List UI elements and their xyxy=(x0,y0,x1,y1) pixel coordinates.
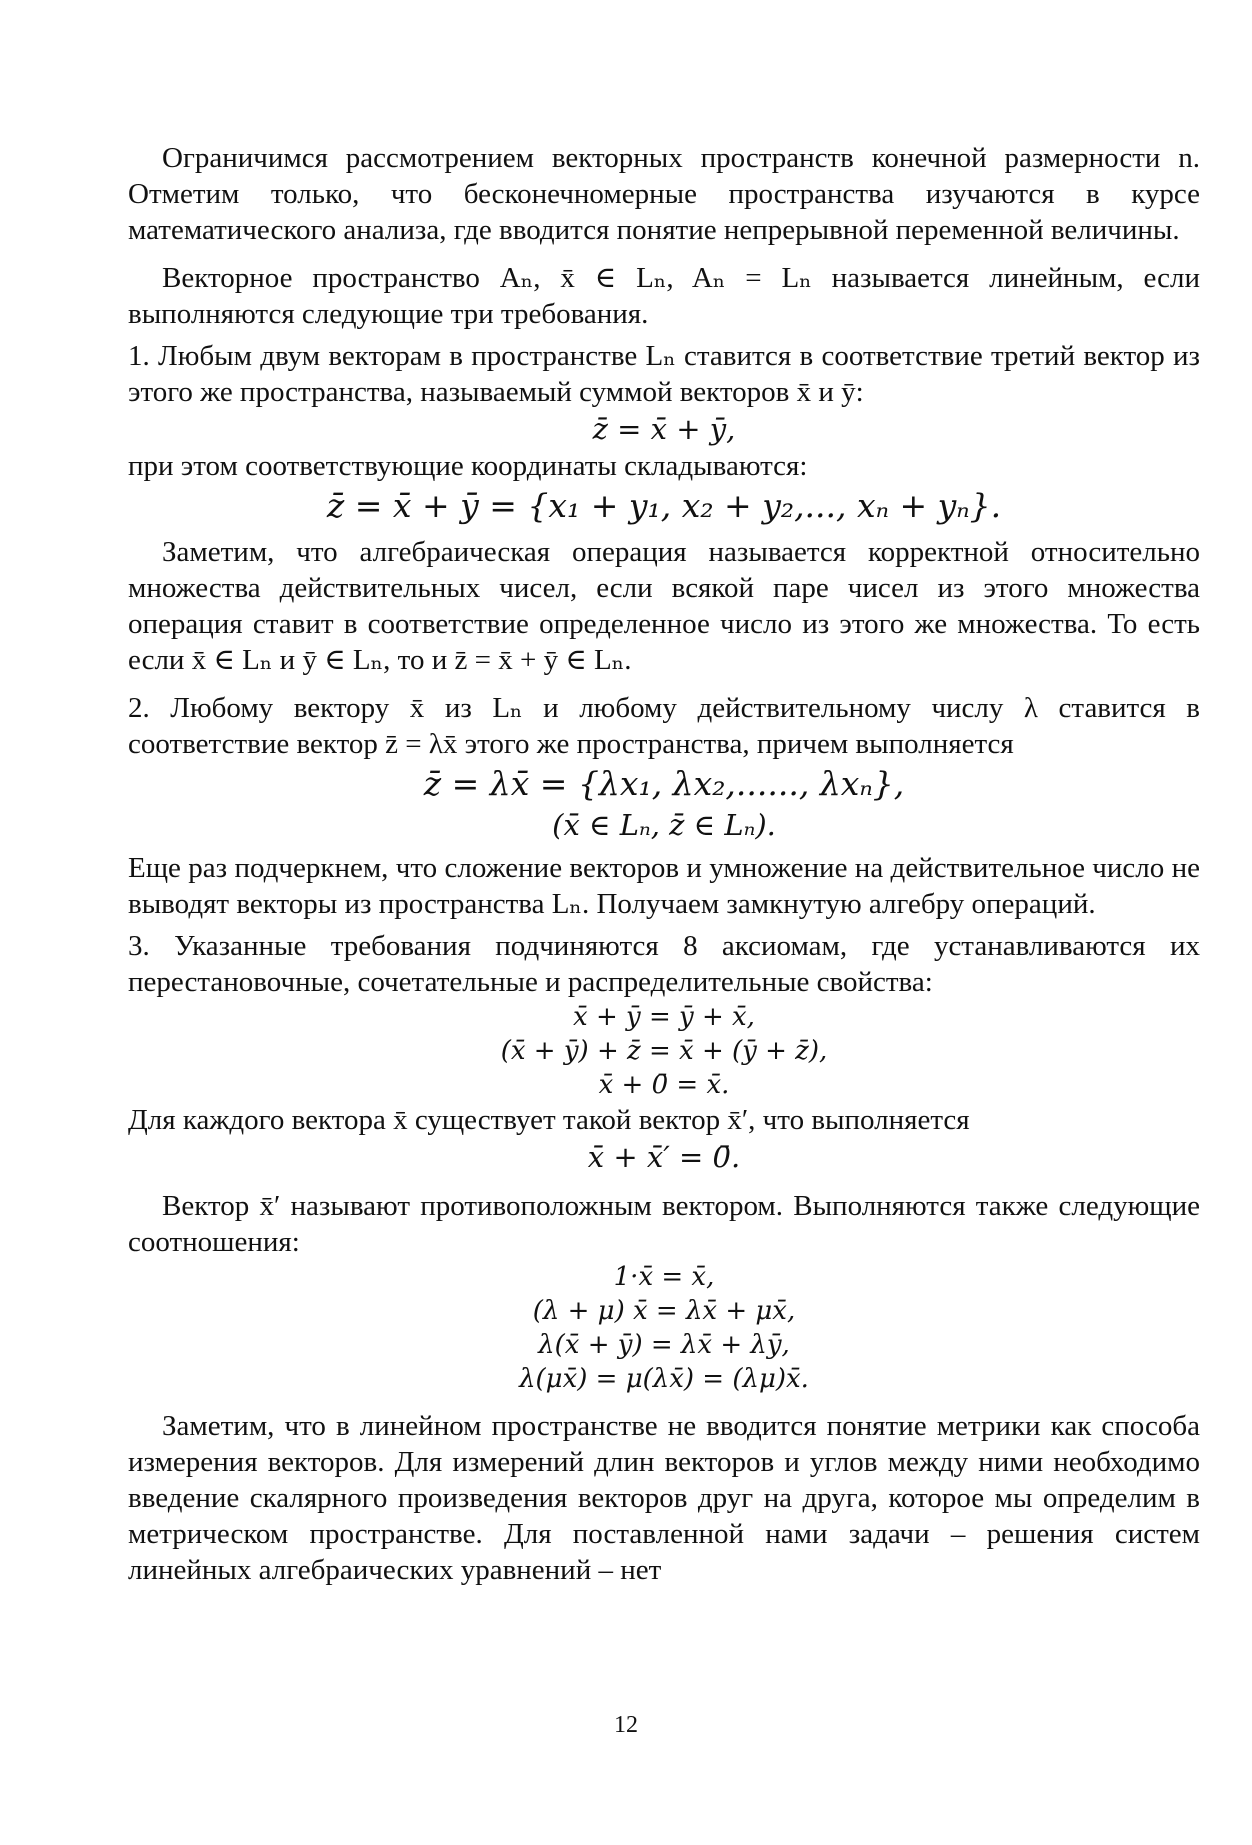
paragraph-relations: Вектор x̄′ называют противоположным вектором. Выполняются также следующие соотношения: xyxy=(128,1190,1200,1258)
paragraph-requirement-2: 2. Любому вектору x̄ из Lₙ и любому действительному числу λ ставится в соответствие вектор z̄ = λx̄ этого же пространства, причем выполняется xyxy=(128,692,1200,760)
formula-opposite-sum: x̄ + x̄′ = 0̄. xyxy=(587,1140,741,1174)
formula-sum: z̄ = x̄ + ȳ, xyxy=(592,412,736,446)
paragraph-requirement-3: 3. Указанные требования подчиняются 8 аксиомам, где устанавливаются их перестановочные, сочетательные и распределительные свойства: xyxy=(128,930,1200,998)
paragraph-coordinates: при этом соответствующие координаты складываются: xyxy=(128,450,808,482)
formula-unit-multiplication: 1·x̄ = x̄, xyxy=(613,1262,715,1292)
formula-distributivity-vectors: λ(x̄ + ȳ) = λx̄ + λȳ, xyxy=(538,1330,790,1360)
paragraph-definition: Векторное пространство Aₙ, x̄ ∈ Lₙ, Aₙ = Lₙ называется линейным, если выполняются следующие три требования. xyxy=(128,262,1200,330)
paragraph-closure: Еще раз подчеркнем, что сложение векторов и умножение на действительное число не выводят векторы из пространства Lₙ. Получаем замкнутую алгебру операций. xyxy=(128,852,1200,920)
page-body xyxy=(128,140,1200,1588)
formula-scalar-multiplication: z̄ = λx̄ = {λx₁, λx₂,......, λxₙ}, xyxy=(423,764,905,803)
formula-sum-coordinates: z̄ = x̄ + ȳ = {x₁ + y₁, x₂ + y₂,..., xₙ + yₙ}. xyxy=(326,486,1002,525)
formula-associativity: (x̄ + ȳ) + z̄ = x̄ + (ȳ + z̄), xyxy=(500,1036,828,1066)
paragraph-opposite-vector: Для каждого вектора x̄ существует такой вектор x̄′, что выполняется xyxy=(128,1104,970,1136)
formula-scalar-associativity: λ(μx̄) = μ(λx̄) = (λμ)x̄. xyxy=(519,1364,809,1394)
paragraph-requirement-1: 1. Любым двум векторам в пространстве Lₙ ставится в соответствие третий вектор из этого же пространства, называемый суммой векторов x̄ и ȳ: xyxy=(128,340,1200,408)
paragraph-metric-note: Заметим, что в линейном пространстве не вводится понятие метрики как способа измерения векторов. Для измерений длин векторов и углов между ними необходимо введение скалярного произведения векторов друг на друга, которое мы определим в метрическом пространстве. Для поставленной нами задачи – решения систем линейных алгебраических уравнений – нет xyxy=(128,1410,1200,1586)
formula-zero-vector: x̄ + 0̄ = x̄. xyxy=(598,1070,730,1100)
formula-commutativity: x̄ + ȳ = ȳ + x̄, xyxy=(573,1002,755,1032)
page-number: 12 xyxy=(614,1712,638,1738)
paragraph-correctness: Заметим, что алгебраическая операция называется корректной относительно множества действительных чисел, если всякой паре чисел из этого множества операция ставит в соответствие определенное число из этого же множества. То есть если x̄ ∈ Lₙ и ȳ ∈ Lₙ, то и z̄ = x̄ + ȳ ∈ Lₙ. xyxy=(128,536,1200,676)
paragraph-intro: Ограничимся рассмотрением векторных пространств конечной размерности n. Отметим только, что бесконечномерные пространства изучаются в курсе математического анализа, где вводится понятие непрерывной переменной величины. xyxy=(128,142,1200,246)
formula-distributivity-scalars: (λ + μ) x̄ = λx̄ + μx̄, xyxy=(532,1296,796,1326)
formula-membership: (x̄ ∈ Lₙ, z̄ ∈ Lₙ). xyxy=(552,808,776,842)
